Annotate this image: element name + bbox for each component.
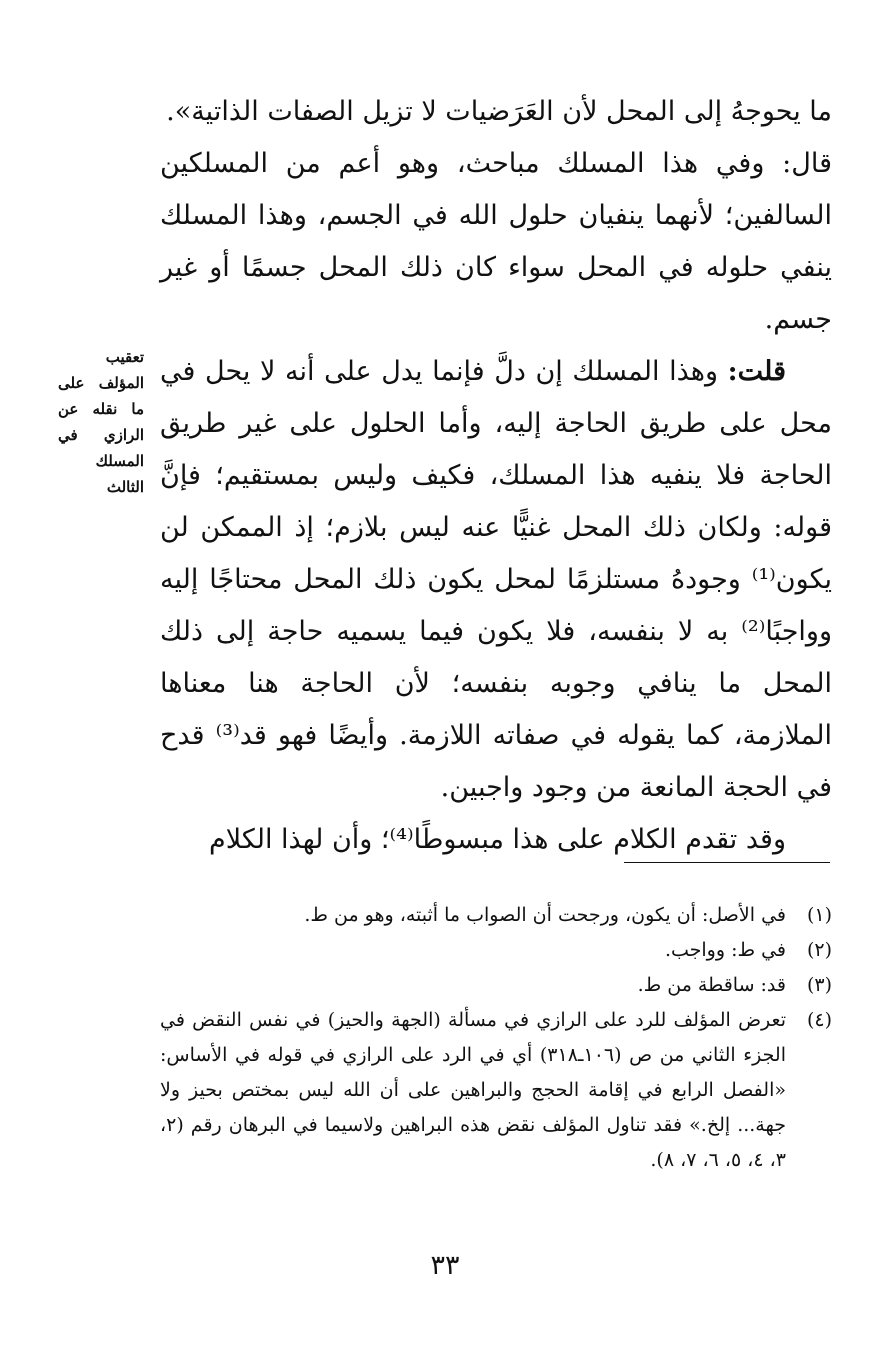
paragraph-1: ما يحوجهُ إلى المحل لأن العَرَضيات لا تزيل الصفات الذاتية». [166,96,832,127]
footnote-2 [160,933,832,968]
paragraph-4: وقد تقدم الكلام على هذا مبسوطًا⁽⁴⁾؛ وأن لهذا الكلام [209,824,786,855]
footnote-text: قد: ساقطة من ط. [637,974,786,996]
paragraph-2: قال: وفي هذا المسلك مباحث، وهو أعم من المسلكين السالفين؛ لأنهما ينفيان حلول الله في الجسم، وهذا المسلك ينفي حلوله في المحل سواء كان ذلك المحل جسمًا أو غير جسم. [160,148,832,335]
margin-note: تعقيب المؤلف على ما نقله عن الرازي في المسلك الثالث [58,348,144,496]
page-number: ٣٣ [430,1250,460,1281]
footnote-number: (٤) [806,1009,832,1031]
paragraph-3 [160,346,832,814]
footnote-separator [624,862,830,863]
footnote-1 [160,898,832,933]
footnotes [160,898,832,1178]
footnote-text: في الأصل: أن يكون، ورجحت أن الصواب ما أثبته، وهو من ط. [304,904,786,926]
main-text [160,86,832,866]
footnote-number: (٢) [806,939,832,961]
paragraph-3-lead: قلت: [727,356,786,387]
footnote-3 [160,968,832,1003]
footnote-4 [160,1003,832,1178]
footnote-text: تعرض المؤلف للرد على الرازي في مسألة (الجهة والحيز) في نفس النقض في الجزء الثاني من ص (١٠٦ـ٣١٨) أي في الرد على الرازي في قوله في الأساس: «الفصل الرابع في إقامة الحجج والبراهين على أن الله ليس بمختص بحيز ولا جهة... إلخ.» فقد تناول المؤلف نقض هذه البراهين ولاسيما في البرهان رقم (٢، ٣، ٤، ٥، ٦، ٧، ٨). [160,1009,786,1171]
paragraph-3-body: وهذا المسلك إن دلَّ فإنما يدل على أنه لا يحل في محل على طريق الحاجة إليه، وأما الحلول على غير طريق الحاجة فلا ينفيه هذا المسلك، فكيف وليس بمستقيم؛ فإنَّ قوله: ولكان ذلك المحل غنيًّا عنه ليس بلازم؛ إذ الممكن لن يكون⁽¹⁾ وجودهُ مستلزمًا لمحل يكون ذلك المحل محتاجًا إليه وواجبًا⁽²⁾ به لا بنفسه، فلا يكون فيما يسميه حاجة إلى ذلك المحل ما ينافي وجوبه بنفسه؛ لأن الحاجة هنا معناها الملازمة، كما يقوله في صفاته اللازمة. وأيضًا فهو قد⁽³⁾ قدح في الحجة المانعة من وجود واجبين. [160,356,832,803]
footnote-number: (٣) [806,974,832,996]
footnote-text: في ط: وواجب. [664,939,786,961]
footnote-number: (١) [806,904,832,926]
